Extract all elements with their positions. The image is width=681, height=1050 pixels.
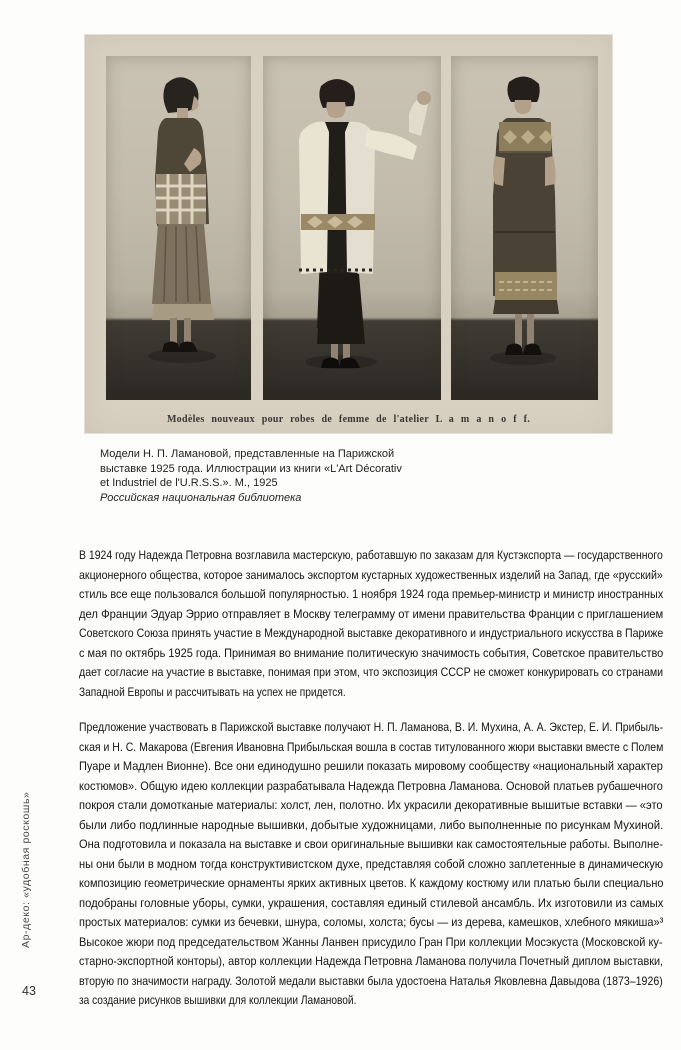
figure-caption	[100, 447, 440, 505]
text-line: были либо подлинные народные вышивки, добытые художницами, либо выполненные по рисункам Мухиной.	[79, 817, 664, 832]
paragraph	[79, 718, 663, 1011]
text-line: стиль все еще пользовался большой популярностью. 1 ноября 1924 года премьер-министр и министр иностранных	[79, 587, 664, 601]
text-line: В 1924 году Надежда Петровна возглавила мастерскую, работавшую по заказам для Кустэкспорта — государственного	[79, 548, 663, 562]
text-line: за создание рисунков вышивки для коллекции Ламановой.	[79, 993, 357, 1007]
text-line: с мая по октябрь 1925 года. Принимая во внимание политическую значимость события, Советское правительство	[79, 645, 664, 660]
chapter-running-title: Ар-деко: «удобная роскошь»	[20, 791, 32, 949]
figure-caption-line: Модели Н. П. Ламановой, представленные на Парижской	[100, 448, 395, 460]
text-line: Пуаре и Мадлен Вионне). Все они единодушно решили показать мировому сообществу «национальный характер	[79, 759, 663, 773]
text-line: костюмов». Общую идею коллекции разрабатывала Надежда Петровна Ламанова. Основой платьев рубашечного	[79, 778, 663, 793]
text-line: старно-экспортной конторы), автор коллекции Надежда Петровна Ламанова получила Почетный диплом выставки,	[79, 954, 664, 968]
article-body	[79, 546, 663, 1027]
text-line: покроя стали домотканые материалы: холст, лен, полотно. Их украсили декоративные вышитые вставки — «это	[79, 798, 663, 812]
text-line: Она подготовила и показала на выставке и свои оригинальные вышивки как самостоятельные работы. Выполне-	[79, 837, 663, 851]
text-line: ны они были в модном тогда конструктивистском духе, представляя собой сложно заплетенные в динамическую	[79, 856, 664, 871]
model-figure-illustration	[451, 56, 598, 400]
text-line: композицию геометрические орнаменты ярких активных цветов. К каждому костюму или платью были специально	[79, 876, 664, 890]
text-line: Советского Союза принять участие в Международной выставке декоративного и индустриального искусства в Париже	[79, 626, 664, 640]
text-line: подобраны головные уборы, сумки, украшения, составляя единый стилевой ансамбль. Их изготовили из самых	[79, 895, 664, 910]
text-line: Высокое жюри под председательством Жанны Ланвен присудило Гран При коллекции Мосэкуста (Московской ку-	[79, 934, 663, 949]
page-number: 43	[22, 984, 36, 998]
model-photo-left	[106, 56, 251, 400]
figure-caption-line: выставке 1925 года. Иллюстрации из книги «L'Art Décorativ	[100, 462, 402, 475]
text-line: Западной Европы и рассчитывать на успех не придется.	[79, 684, 346, 699]
text-line: дает согласие на участие в выставке, понимая при этом, что экспозиция СССР не сможет конкурировать со странами	[79, 665, 664, 679]
paragraph	[79, 546, 663, 702]
text-line: вторую по значимости награду. Золотой медали выставки была удостоена Наталья Яковлевна Давыдова (1873–1926)	[79, 973, 663, 988]
figure-caption-source: Российская национальная библиотека	[100, 491, 302, 504]
text-line: простых материалов: сумки из бечевки, шнура, соломы, холста; бусы — из дерева, камешков, хлебного мякиша»³	[79, 915, 664, 929]
model-figure-illustration	[263, 56, 441, 400]
model-figure-illustration	[106, 56, 251, 400]
text-line: акционерного общества, которое занималось экспортом кустарных художественных изделий на Запад, где «русский»	[79, 567, 663, 582]
figure-caption-line: et Industriel de l'U.R.S.S.». М., 1925	[100, 477, 278, 490]
text-line: ская и Н. С. Макарова (Евгения Ивановна Прибыльская вошла в состав титулованного жюри выставки вместе с Полем	[79, 739, 664, 754]
text-line: дел Франции Эдуар Эррио отправляет в Москву телеграмму от имени правительства Франции с приглашением	[79, 606, 664, 621]
text-line: Предложение участвовать в Парижской выставке получают Н. П. Ламанова, В. И. Мухина, А. А. Экстер, Е. И. Прибыль-	[79, 720, 664, 734]
figure-panel	[85, 35, 612, 433]
model-photo-right	[451, 56, 598, 400]
model-photo-center	[263, 56, 441, 400]
figure-panel-caption: Modèles nouveaux pour robes de femme de l'atelier L a m a n o f f.	[166, 414, 531, 425]
